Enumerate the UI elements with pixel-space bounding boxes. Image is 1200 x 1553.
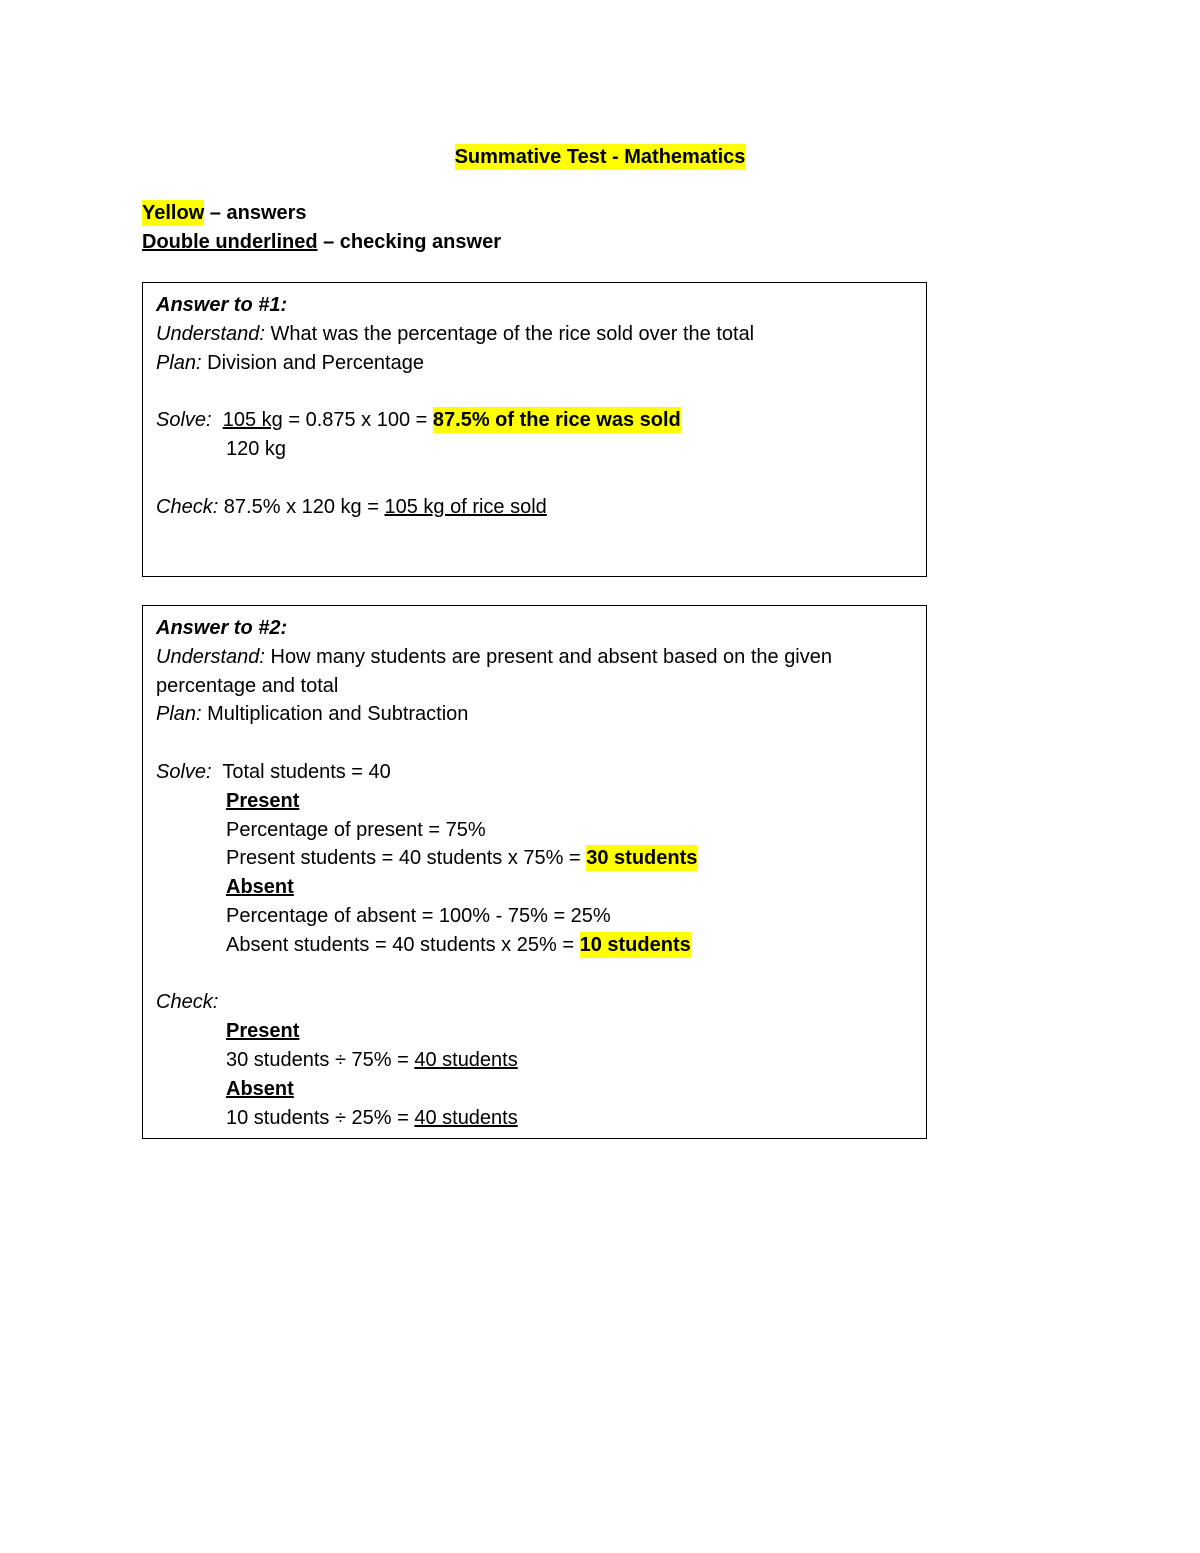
absent-heading: Absent	[226, 876, 294, 899]
answer-1-heading: Answer to #1:	[156, 294, 288, 316]
understand-text: What was the percentage of the rice sold over the total	[264, 322, 755, 345]
solve-label: Solve:	[156, 409, 212, 432]
solve-expression: = 0.875 x 100 =	[282, 409, 433, 432]
legend-yellow-line	[142, 198, 501, 227]
check-absent-result: 40 students	[414, 1106, 518, 1129]
spacer	[156, 729, 913, 758]
plan-label: Plan:	[156, 351, 202, 374]
solve-answer: 87.5% of the rice was sold	[432, 409, 681, 432]
answer-2-plan	[156, 700, 913, 729]
answer-1-plan	[156, 349, 913, 378]
check-present-heading: Present	[226, 1020, 300, 1043]
absent-students-answer: 10 students	[579, 933, 691, 956]
understand-label: Understand:	[156, 322, 265, 345]
legend-double-desc: – checking answer	[317, 230, 501, 253]
answer-1-check	[156, 493, 913, 522]
answer-2-understand	[156, 643, 913, 701]
answer-2-heading: Answer to #2:	[156, 617, 288, 639]
plan-text: Multiplication and Subtraction	[201, 703, 469, 726]
check-result: 105 kg of rice sold	[384, 495, 547, 518]
answer-1-box	[142, 282, 927, 577]
solve-total: Total students = 40	[211, 760, 391, 783]
present-students-answer: 30 students	[586, 847, 698, 870]
legend-double-line	[142, 227, 501, 256]
answer-2-box	[142, 605, 927, 1139]
spacer	[156, 377, 913, 406]
present-students-expression: Present students = 40 students x 75% =	[226, 847, 587, 870]
absent-students-expression: Absent students = 40 students x 25% =	[226, 933, 580, 956]
absent-students	[156, 931, 913, 960]
solve-label: Solve:	[156, 760, 212, 783]
answer-2-solve	[156, 758, 913, 787]
answer-1-understand	[156, 320, 913, 349]
check-absent-heading: Absent	[226, 1077, 294, 1100]
check-label: Check:	[156, 495, 219, 518]
understand-text: How many students are present and absent based on the given percentage and total	[156, 645, 832, 697]
legend-yellow-desc: – answers	[204, 202, 307, 224]
plan-label: Plan:	[156, 703, 202, 726]
check-expression: 87.5% x 120 kg =	[218, 495, 385, 518]
spacer	[156, 464, 913, 493]
check-present-result: 40 students	[414, 1048, 518, 1071]
plan-text: Division and Percentage	[201, 351, 424, 374]
solve-numerator: 105 kg	[222, 409, 283, 432]
answer-2-check-label: Check:	[156, 991, 219, 1014]
legend	[142, 198, 501, 256]
check-absent	[156, 1104, 913, 1133]
present-percentage: Percentage of present = 75%	[226, 818, 486, 841]
legend-yellow-word: Yellow	[142, 202, 205, 224]
document-title-text: Summative Test - Mathematics	[454, 146, 746, 168]
check-absent-expression: 10 students ÷ 25% =	[226, 1106, 415, 1129]
legend-double-word: Double underlined	[142, 230, 318, 253]
present-heading: Present	[226, 789, 300, 812]
solve-denominator: 120 kg	[226, 437, 287, 460]
answer-1-solve	[156, 406, 913, 435]
check-present-expression: 30 students ÷ 75% =	[226, 1048, 415, 1071]
understand-label: Understand:	[156, 645, 265, 668]
document-title	[0, 143, 1200, 171]
present-students	[156, 844, 913, 873]
spacer	[156, 960, 913, 989]
absent-percentage: Percentage of absent = 100% - 75% = 25%	[226, 904, 611, 927]
check-present	[156, 1046, 913, 1075]
